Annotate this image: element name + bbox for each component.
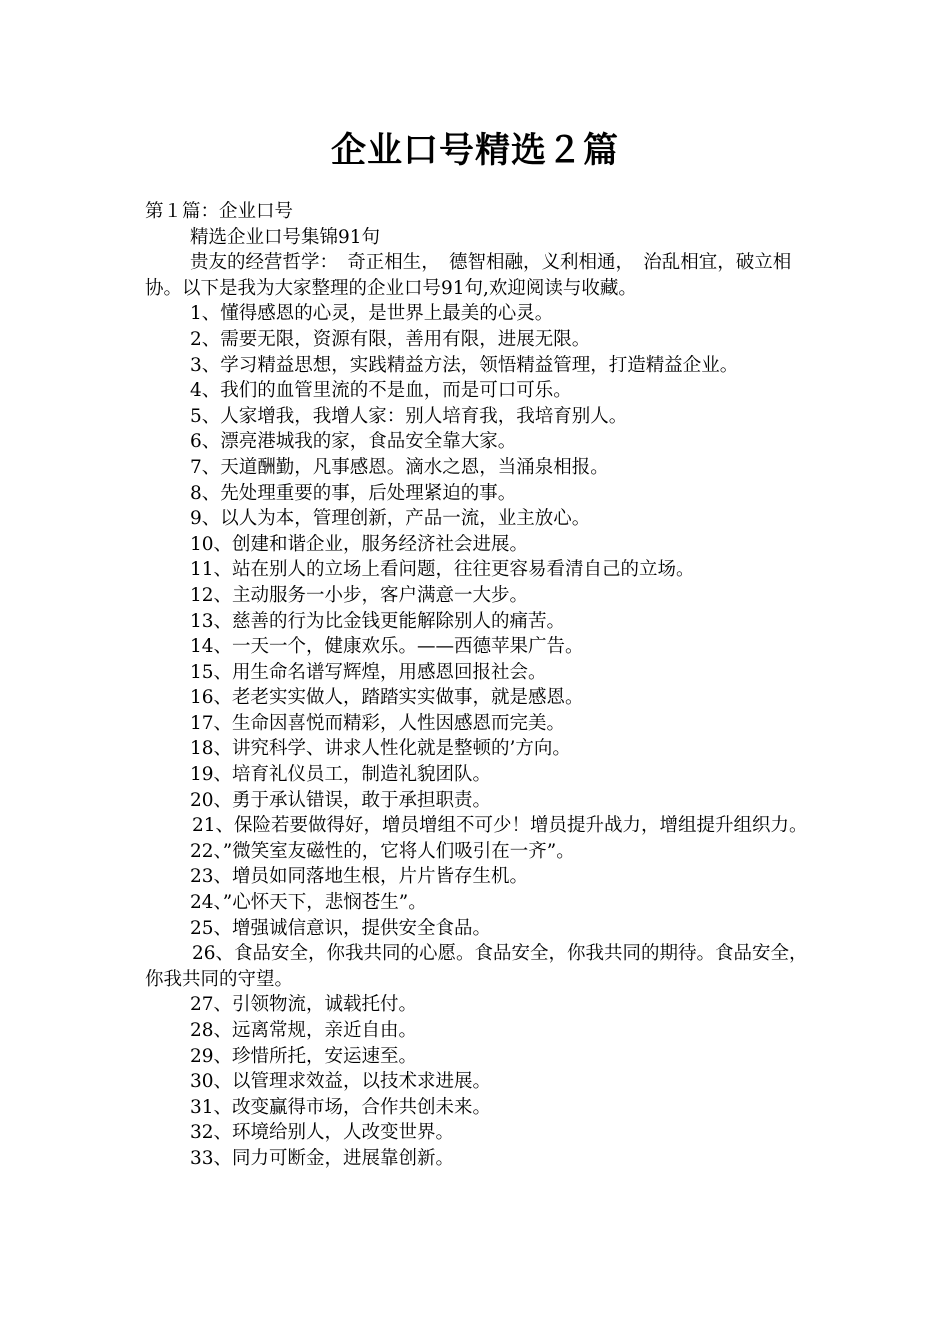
list-item: 31、改变赢得市场，合作共创未来。 (190, 1096, 492, 1118)
list-item: 1、懂得感恩的心灵，是世界上最美的心灵。 (190, 303, 554, 325)
list-item: 6、漂亮港城我的家，食品安全靠大家。 (190, 431, 517, 453)
list-item: 4、我们的血管里流的不是血，而是可口可乐。 (190, 380, 572, 402)
page-title: 企业口号精选２篇 (330, 131, 619, 171)
list-item: 2、需要无限，资源有限，善用有限，进展无限。 (190, 328, 591, 350)
list-item: 25、增强诚信意识，提供安全食品。 (190, 917, 492, 939)
list-item: 15、用生命名谱写辉煌，用感恩回报社会。 (190, 661, 547, 683)
list-item: 16、老老实实做人，踏踏实实做事，就是感恩。 (190, 687, 584, 709)
list-item: 12、主动服务一小步，客户满意一大步。 (190, 584, 529, 606)
list-item: 22、”微笑室友磁性的，它将人们吸引在一齐”。 (190, 840, 575, 862)
list-item: 11、站在别人的立场上看问题，往往更容易看清自己的立场。 (190, 559, 695, 581)
list-item: 26、食品安全，你我共同的心愿。食品安全，你我共同的期待。食品安全，你我共同的守望。 (145, 943, 808, 990)
list-item: 21、保险若要做得好，增员增组不可少！增员提升战力，增组提升组织力。 (192, 815, 808, 837)
section-heading: 第１篇：企业口号 (145, 201, 294, 222)
list-item: 13、慈善的行为比金钱更能解除别人的痛苦。 (190, 610, 566, 632)
list-item: 23、增员如同落地生根，片片皆存生机。 (190, 866, 529, 888)
list-item: 29、珍惜所托，安运速至。 (190, 1045, 418, 1067)
list-item: 18、讲究科学、讲求人性化就是整顿的’方向。 (190, 738, 571, 760)
list-item: 27、引领物流，诚载托付。 (190, 994, 418, 1016)
list-item: 8、先处理重要的事，后处理紧迫的事。 (190, 482, 517, 504)
list-item: 28、远离常规，亲近自由。 (190, 1020, 418, 1041)
list-item: 32、环境给别人，人改变世界。 (190, 1122, 455, 1144)
list-item: 20、勇于承认错误，敢于承担职责。 (190, 789, 492, 811)
list-item: 19、培育礼仪员工，制造礼貌团队。 (190, 764, 492, 786)
document-subtitle: 精选企业口号集锦91句 (190, 226, 381, 248)
list-item: 3、学习精益思想，实践精益方法，领悟精益管理，打造精益企业。 (190, 354, 739, 376)
list-item: 14、一天一个，健康欢乐。——西德苹果广告。 (190, 636, 584, 658)
list-item: 7、天道酬勤，凡事感恩。滴水之恩，当涌泉相报。 (190, 456, 609, 478)
list-item: 9、以人为本，管理创新，产品一流，业主放心。 (190, 508, 591, 530)
list-item: 33、同力可断金，进展靠创新。 (190, 1147, 455, 1169)
list-item: 17、生命因喜悦而精彩，人性因感恩而完美。 (190, 712, 566, 734)
intro-paragraph: 贵友的经营哲学： 奇正相生， 德智相融，义利相通， 治乱相宜，破立相协。以下是我为大家整理的企业口号91句,欢迎阅读与收藏。 (145, 252, 792, 299)
list-item: 30、以管理求效益，以技术求进展。 (190, 1071, 492, 1093)
list-item: 24、”心怀天下，悲悯苍生”。 (190, 892, 427, 914)
list-item: 5、人家增我，我增人家：别人培育我，我培育别人。 (190, 405, 628, 427)
list-item: 10、创建和谐企业，服务经济社会进展。 (190, 533, 529, 555)
document-body (145, 199, 825, 1172)
